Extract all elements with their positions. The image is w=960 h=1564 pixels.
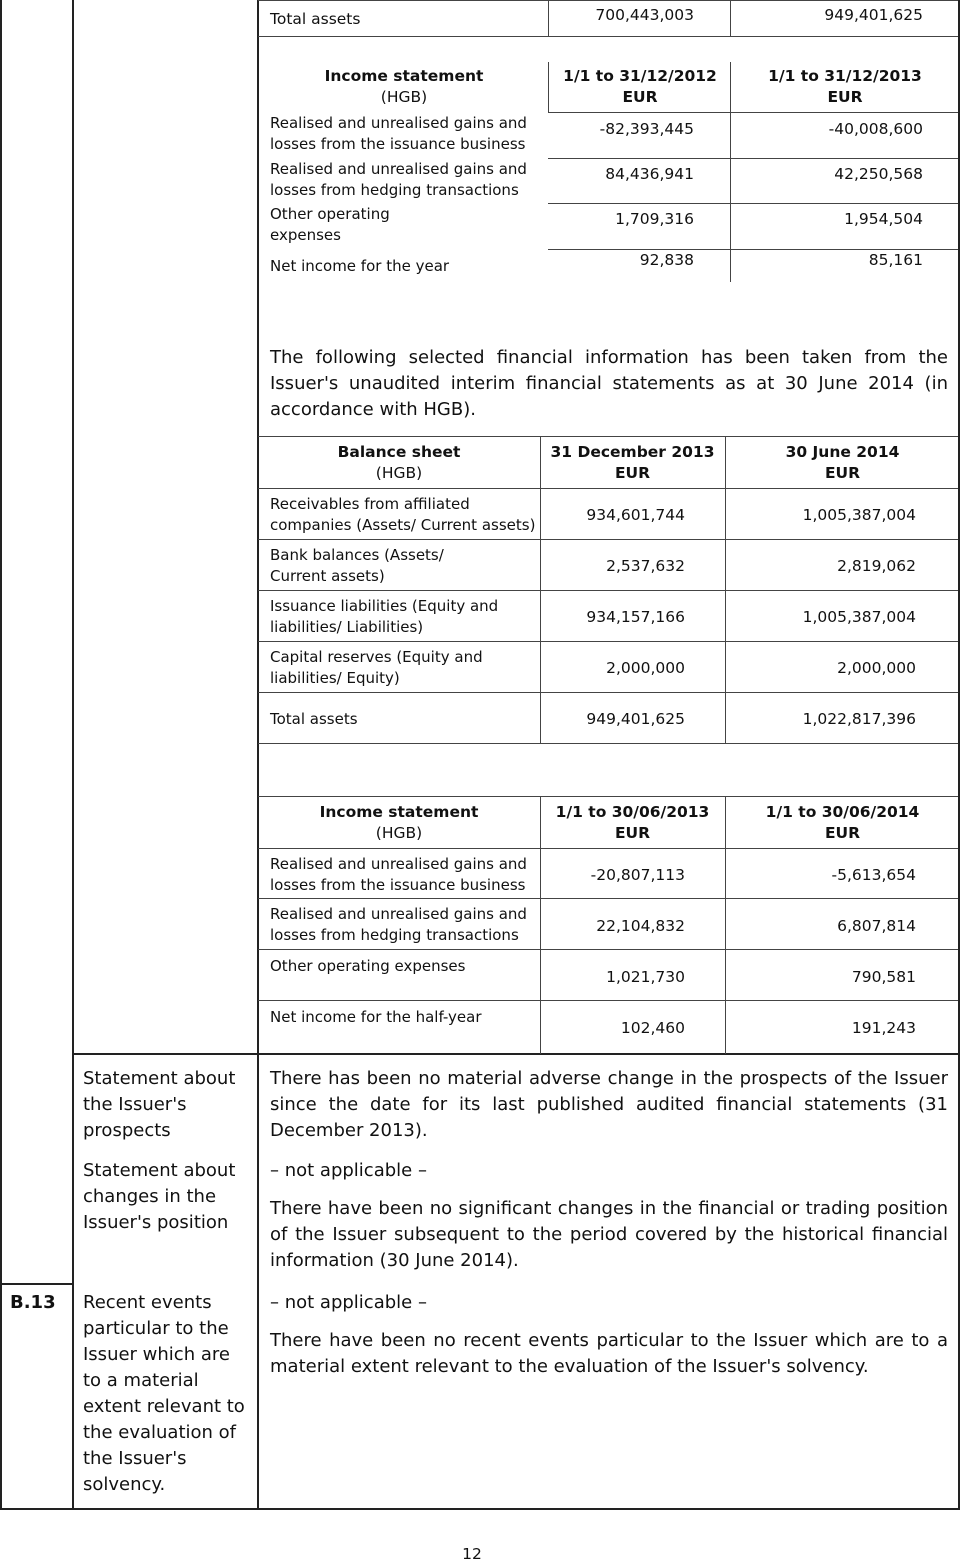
top-table-border-top	[258, 0, 958, 1]
bs-row-label: Capital reserves (Equity and liabilities/ Equity)	[270, 648, 483, 687]
is13-row-value: -82,393,445	[599, 120, 694, 138]
frame-right-border	[958, 0, 960, 1510]
bs-row-value: 934,601,744	[586, 506, 685, 524]
is13-row-label: Other operating expenses	[270, 205, 390, 244]
is14-row-value: 22,104,832	[596, 917, 685, 935]
is13-row-label: Realised and unrealised gains and losses from the issuance business	[270, 114, 527, 153]
is13-row2-bottom	[548, 203, 958, 204]
bs-row4-bottom	[258, 692, 958, 693]
intro-paragraph: The following selected financial information has been taken from the Issuer's unaudited interim financial statements as at 30 June 2014 (in accordance with HGB).	[270, 347, 948, 420]
is14-header-title: Income statement (HGB)	[319, 803, 479, 842]
bs-row-label: Receivables from affiliated companies (Assets/ Current assets)	[270, 495, 536, 534]
is14-col1-header: 1/1 to 30/06/2013 EUR	[555, 803, 710, 842]
bs-col2-header: 30 June 2014 EUR	[785, 443, 900, 482]
is13-row-value: -40,008,600	[828, 120, 923, 138]
bs-row-value: 1,022,817,396	[802, 710, 916, 728]
is14-row-value: 102,460	[620, 1019, 685, 1037]
row-divider-prospects	[72, 1053, 959, 1055]
top-total-assets-2013: 949,401,625	[824, 6, 923, 24]
is13-header-title: Income statement (HGB)	[324, 67, 484, 106]
is13-row1-bottom	[548, 158, 958, 159]
is14-row-label: Realised and unrealised gains and losses from the issuance business	[270, 855, 527, 894]
page-number: 12	[462, 1545, 482, 1563]
bs-row2-bottom	[258, 590, 958, 591]
top-total-assets-2012: 700,443,003	[595, 6, 694, 24]
is13-row-value: 1,954,504	[844, 210, 923, 228]
section-code-b13: B.13	[10, 1292, 56, 1313]
top-table-border-bottom	[258, 36, 958, 37]
bs-border-bottom	[258, 743, 958, 744]
bs-row-value: 1,005,387,004	[802, 506, 916, 524]
is13-row-label: Realised and unrealised gains and losses from hedging transactions	[270, 160, 527, 199]
bs-row-value: 949,401,625	[586, 710, 685, 728]
top-table-divider-2	[730, 0, 731, 36]
position-heading: Statement about changes in the Issuer's position	[83, 1160, 236, 1233]
is14-row-value: -5,613,654	[831, 866, 916, 884]
is13-col1-header: 1/1 to 31/12/2012 EUR	[563, 67, 717, 106]
position-not-applicable: – not applicable –	[270, 1160, 427, 1181]
is14-row3-bottom	[258, 1000, 958, 1001]
bs-row-value: 2,000,000	[837, 659, 916, 677]
is14-divider-1	[540, 796, 541, 1054]
is14-row-value: -20,807,113	[590, 866, 685, 884]
recent-events-text: There have been no recent events particular to the Issuer which are to a material extent relevant to the evaluation of the Issuer's solvency.	[270, 1330, 948, 1377]
is14-border-top	[258, 796, 958, 797]
bs-row-value: 2,537,632	[606, 557, 685, 575]
bs-header-title: Balance sheet (HGB)	[337, 443, 461, 482]
is14-row-label: Realised and unrealised gains and losses from hedging transactions	[270, 905, 527, 944]
is13-header-bottom	[548, 112, 958, 113]
bs-row-label: Total assets	[270, 710, 358, 728]
bs-row-value: 2,000,000	[606, 659, 685, 677]
is14-row-value: 6,807,814	[837, 917, 916, 935]
recent-events-heading: Recent events particular to the Issuer which are to a material extent relevant to the evaluation of the Issuer's solvency.	[83, 1292, 245, 1495]
is13-row-label: Net income for the year	[270, 257, 450, 275]
is13-col2-header: 1/1 to 31/12/2013 EUR	[768, 67, 922, 106]
is13-row-value: 85,161	[868, 251, 923, 269]
bs-row1-bottom	[258, 539, 958, 540]
bs-row-label: Issuance liabilities (Equity and liabilities/ Liabilities)	[270, 597, 499, 636]
position-text: There have been no significant changes in the financial or trading position of the Issuer subsequent to the period covered by the historical financial information (30 June 2014).	[270, 1198, 948, 1271]
is14-row-value: 790,581	[851, 968, 916, 986]
is13-row-value: 1,709,316	[615, 210, 694, 228]
bs-row-label: Bank balances (Assets/ Current assets)	[270, 546, 444, 585]
frame-bottom-border	[0, 1508, 960, 1510]
is13-row-value: 42,250,568	[834, 165, 923, 183]
bs-row-value: 2,819,062	[837, 557, 916, 575]
bs-row-value: 1,005,387,004	[802, 608, 916, 626]
bs-border-top	[258, 436, 958, 437]
row-divider-b13	[0, 1283, 73, 1285]
is13-row-value: 84,436,941	[605, 165, 694, 183]
is13-header-divider-1	[548, 62, 549, 112]
is14-divider-2	[725, 796, 726, 1054]
top-total-assets-label: Total assets	[270, 10, 361, 28]
is13-row-value: 92,838	[639, 251, 694, 269]
bs-header-bottom	[258, 488, 958, 489]
bs-row3-bottom	[258, 641, 958, 642]
top-table-divider-1	[548, 0, 549, 36]
prospects-heading: Statement about the Issuer's prospects	[83, 1068, 236, 1141]
bs-row-value: 934,157,166	[586, 608, 685, 626]
is14-row-value: 191,243	[851, 1019, 916, 1037]
is14-header-bottom	[258, 848, 958, 849]
prospects-text: There has been no material adverse change in the prospects of the Issuer since the date for its last published audited financial statements (31 December 2013).	[270, 1068, 948, 1141]
is14-row2-bottom	[258, 949, 958, 950]
is14-row-label: Net income for the half-year	[270, 1008, 482, 1026]
recent-events-not-applicable: – not applicable –	[270, 1292, 427, 1313]
is14-row1-bottom	[258, 898, 958, 899]
is14-row-value: 1,021,730	[606, 968, 685, 986]
is14-col2-header: 1/1 to 30/06/2014 EUR	[765, 803, 920, 842]
bs-col1-header: 31 December 2013 EUR	[550, 443, 715, 482]
is14-row-label: Other operating expenses	[270, 957, 466, 975]
frame-col2-divider	[257, 0, 259, 1510]
